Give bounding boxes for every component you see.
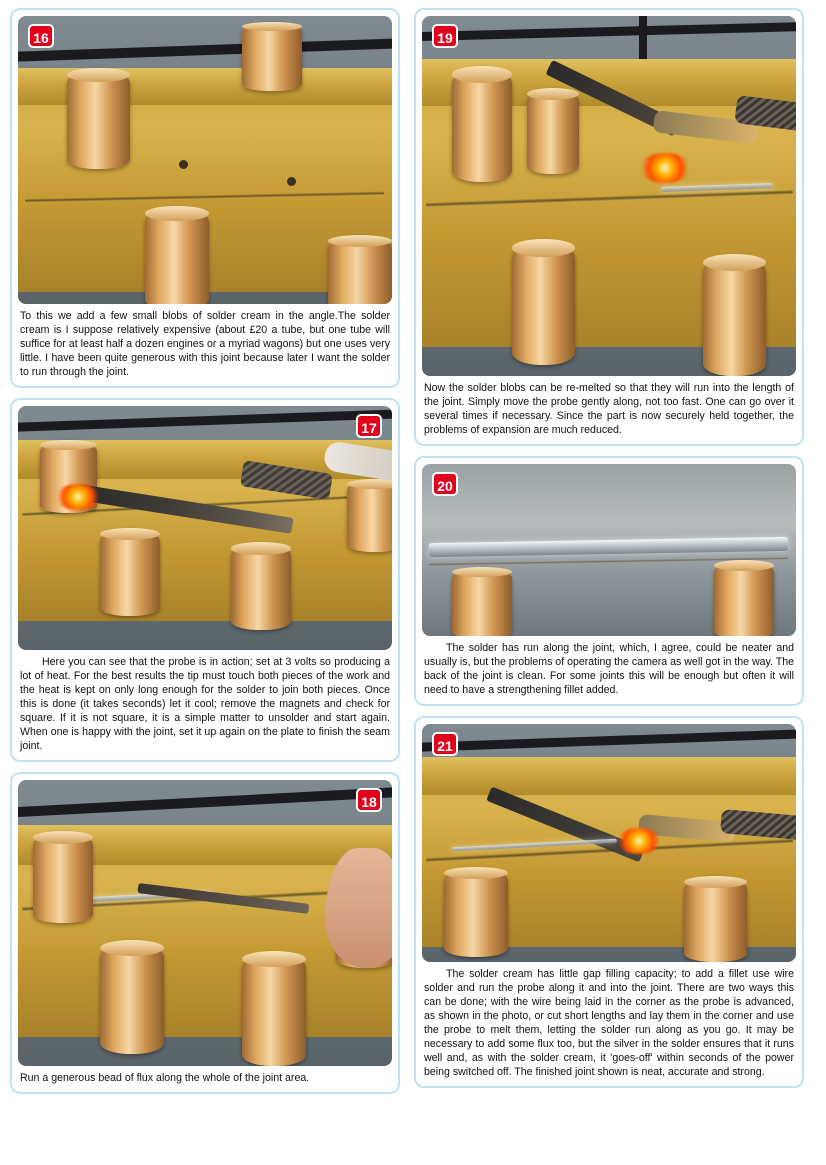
figure-panel-20 <box>414 456 804 706</box>
photo-19 <box>422 16 796 376</box>
left-column <box>10 8 400 1157</box>
photo-20-scene <box>422 464 796 636</box>
figure-number-badge: 20 <box>432 472 458 496</box>
photo-20 <box>422 464 796 636</box>
figure-caption: The solder has run along the joint, which, I agree, could be neater and usually is, but the problems of operating the camera as well got in the way. The back of the joint is clean. For some joints this will be enough but often it will need to have a strengthening fillet added. <box>424 641 794 696</box>
figure-caption: Here you can see that the probe is in action; set at 3 volts so producing a lot of heat. For the best results the tip must touch both pieces of the work and the heat is kept on only long enough for the solder to join both pieces. Once this is done (it takes seconds) let it cool; remove the magnets and check for square. If it is not square, it is a simple matter to unsolder and start again. When one is happy with the joint, set it up again on the plate to finish the seam joint. <box>20 655 390 752</box>
photo-17-scene <box>18 406 392 650</box>
figure-16 <box>18 16 392 304</box>
figure-caption: Now the solder blobs can be re-melted so that they will run into the length of the joint. Simply move the probe gently along, not too fast. One can go over it several times if necessary. Since the part is now securely held together, the problems of expansion are much reduced. <box>424 382 794 436</box>
photo-16 <box>18 16 392 304</box>
figure-number-badge: 21 <box>432 732 458 756</box>
figure-number-badge: 19 <box>432 24 458 48</box>
figure-19 <box>422 16 796 376</box>
photo-16-scene <box>18 16 392 304</box>
figure-caption: To this we add a few small blobs of solder cream in the angle.The solder cream is I suppose relatively expensive (about £20 a tube, but one tube will suffice for at least half a dozen engines or a myriad wagons) but one uses very little. I have been quite generous with this joint because later I want the solder to run through the joint. <box>20 310 390 378</box>
photo-17 <box>18 406 392 650</box>
figure-panel-17 <box>10 398 400 762</box>
figure-panel-16 <box>10 8 400 388</box>
right-column <box>414 8 804 1157</box>
figure-caption: Run a generous bead of flux along the whole of the joint area. <box>20 1071 310 1084</box>
photo-21 <box>422 724 796 962</box>
photo-21-scene <box>422 724 796 962</box>
photo-18-scene <box>18 780 392 1066</box>
photo-19-scene <box>422 16 796 376</box>
figure-21 <box>422 724 796 962</box>
figure-caption: The solder cream has little gap filling capacity; to add a fillet use wire solder and run the probe along it and into the joint. There are two ways this can be done; with the wire being laid in the corner as the probe is advanced, as shown in the photo, or cut short lengths and lay them in the corner and use the probe to melt them, letting the solder run along as you go. It may be necessary to add some flux too, but the silver in the solder ensures that it runs well and, as with the solder cream, it 'goes-off' within seconds of the power being switched off. The finished joint shown is neat, accurate and strong. <box>424 967 794 1078</box>
figure-17 <box>18 406 392 650</box>
figure-number-badge: 17 <box>356 414 382 438</box>
figure-number-badge: 16 <box>28 24 54 48</box>
figure-18 <box>18 780 392 1066</box>
figure-panel-21 <box>414 716 804 1088</box>
figure-panel-19 <box>414 8 804 446</box>
figure-20 <box>422 464 796 636</box>
photo-18 <box>18 780 392 1066</box>
figure-panel-18 <box>10 772 400 1094</box>
figure-number-badge: 18 <box>356 788 382 812</box>
